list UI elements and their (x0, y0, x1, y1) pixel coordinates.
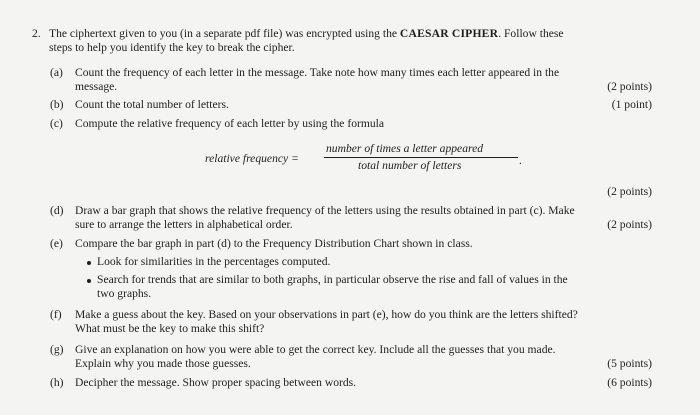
part-e-line-1: Compare the bar graph in part (d) to the Frequency Distribution Chart shown in class. (75, 237, 473, 250)
part-g-line-2: Explain why you made those guesses. (75, 357, 251, 370)
formula-denominator: total number of letters (358, 159, 462, 172)
cipher-name: CAESAR CIPHER (399, 27, 499, 40)
part-b-line-1: Count the total number of letters. (75, 98, 229, 111)
part-f-label: (f) (50, 308, 62, 321)
bullet-dot-1 (87, 261, 91, 265)
part-g-points: (5 points) (607, 357, 652, 370)
intro-text-a: The ciphertext given to you (in a separate pdf file) was encrypted using the (49, 27, 398, 40)
part-e-label: (e) (50, 237, 63, 250)
part-d-points: (2 points) (607, 218, 652, 231)
intro-line-2: steps to help you identify the key to break the cipher. (49, 41, 295, 54)
part-a-line-1: Count the frequency of each letter in the message. Take note how many times each letter appeared in the (75, 66, 560, 79)
part-b-label: (b) (50, 98, 64, 111)
part-d-line-1: Draw a bar graph that shows the relative frequency of the letters using the results obtained in part (c). Make (75, 204, 575, 217)
fraction-bar (324, 157, 518, 158)
part-g-label: (g) (50, 343, 64, 356)
part-d-label: (d) (50, 204, 64, 217)
part-g-line-1: Give an explanation on how you were able to get the correct key. Include all the guesses that you made. (75, 343, 556, 356)
part-e-bullet-1: Look for similarities in the percentages computed. (97, 255, 331, 268)
part-f-line-1: Make a guess about the key. Based on your observations in part (e), how do you think are the letters shifted? (75, 308, 578, 321)
part-d-line-2: sure to arrange the letters in alphabetical order. (75, 218, 293, 231)
formula-period: . (519, 154, 522, 167)
part-h-line-1: Decipher the message. Show proper spacing between words. (75, 376, 357, 389)
intro-line-1 (49, 27, 564, 41)
part-c-label: (c) (50, 117, 63, 130)
bullet-dot-2 (87, 279, 91, 283)
part-c-points: (2 points) (607, 185, 652, 198)
question-number: 2. (32, 27, 41, 40)
part-a-label: (a) (50, 66, 63, 79)
formula-lhs: relative frequency = (205, 152, 299, 165)
part-h-points: (6 points) (607, 376, 652, 389)
part-e-bullet-2-line-2: two graphs. (97, 287, 152, 300)
part-e-bullet-2-line-1: Search for trends that are similar to both graphs, in particular observe the rise and fall of values in the (97, 273, 568, 286)
part-b-points: (1 point) (611, 98, 652, 111)
part-h-label: (h) (50, 376, 64, 389)
part-f-line-2: What must be the key to make this shift? (75, 322, 265, 335)
intro-text-c: . Follow these (498, 27, 564, 40)
part-c-line-1: Compute the relative frequency of each letter by using the formula (75, 117, 385, 130)
part-a-points: (2 points) (607, 80, 652, 93)
formula-numerator: number of times a letter appeared (326, 142, 484, 155)
part-a-line-2: message. (75, 80, 118, 93)
